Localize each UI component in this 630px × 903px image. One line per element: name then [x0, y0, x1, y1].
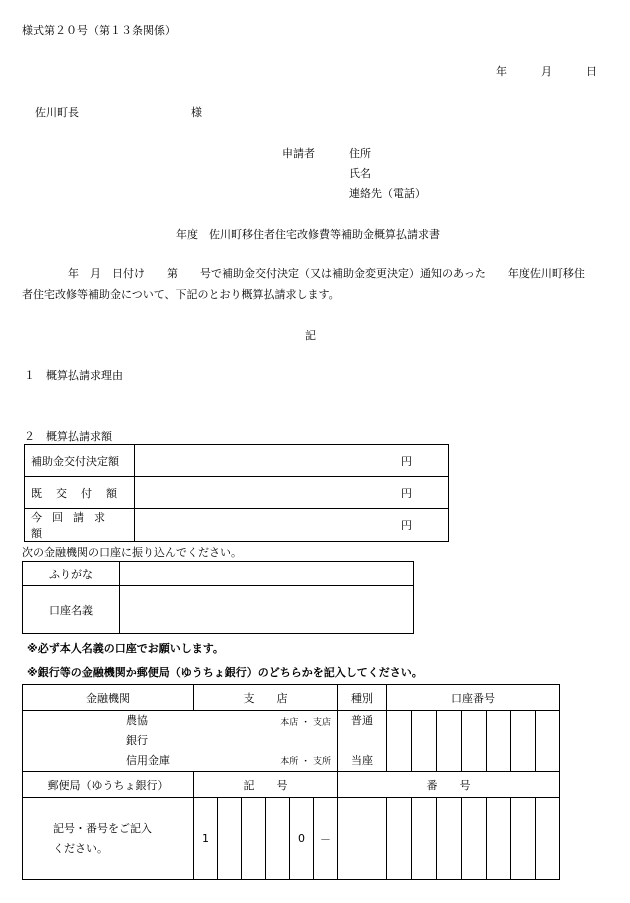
- institution-type-shinkin: 信用金庫: [126, 754, 170, 767]
- account-type-cell[interactable]: [338, 711, 387, 772]
- account-type-current: 当座: [351, 754, 373, 767]
- account-holder-field[interactable]: [120, 586, 414, 634]
- current-request-unit: 円: [135, 509, 449, 542]
- addressee-honorific: 様: [191, 106, 202, 119]
- account-digit-cell[interactable]: [412, 711, 437, 772]
- type-header: 種別: [338, 685, 387, 711]
- post-symbol-digit-fixed: 0: [290, 798, 314, 880]
- post-instruction-line1: 記号・番号をご記入: [53, 821, 152, 835]
- date-year-label: 年: [496, 65, 507, 78]
- post-number-digit[interactable]: [511, 798, 536, 880]
- institution-type-cell: [23, 711, 194, 772]
- date-month-label: 月: [541, 65, 552, 78]
- table-row: [25, 477, 449, 509]
- post-symbol-header: 記 号: [194, 772, 338, 798]
- post-symbol-digit[interactable]: [242, 798, 266, 880]
- branch-main2-options: 本所 ・ 支所: [280, 757, 331, 767]
- table-row: [23, 798, 560, 880]
- already-paid-unit: 円: [135, 477, 449, 509]
- account-number-header: 口座番号: [387, 685, 560, 711]
- current-request-label: 今回請求額: [25, 509, 135, 542]
- applicant-address-label: 住所: [349, 147, 371, 160]
- post-symbol-dash: －: [314, 798, 338, 880]
- account-type-ordinary: 普通: [351, 714, 373, 727]
- table-row: [23, 685, 560, 711]
- post-number-digit[interactable]: [338, 798, 387, 880]
- post-number-digit[interactable]: [462, 798, 487, 880]
- bank-post-table: [22, 684, 560, 880]
- post-instruction-cell: [23, 798, 194, 880]
- decision-amount-label: 補助金交付決定額: [25, 445, 135, 477]
- section2-label: ２ 概算払請求額: [24, 430, 112, 443]
- account-digit-cell[interactable]: [487, 711, 511, 772]
- furigana-label: ふりがな: [23, 562, 120, 586]
- addressee-name: 佐川町長: [35, 106, 79, 119]
- branch-header: 支 店: [194, 685, 338, 711]
- branch-cell[interactable]: [194, 711, 338, 772]
- account-digit-cell[interactable]: [387, 711, 412, 772]
- applicant-label: 申請者: [282, 147, 315, 160]
- institution-header: 金融機関: [23, 685, 194, 711]
- post-office-label: 郵便局（ゆうちょ銀行）: [23, 772, 194, 798]
- institution-type-agri: 農協: [126, 714, 148, 727]
- post-number-digit[interactable]: [412, 798, 437, 880]
- already-paid-label: 既交付額: [25, 477, 135, 509]
- post-number-digit[interactable]: [387, 798, 412, 880]
- table-row: [23, 586, 414, 634]
- post-number-digit[interactable]: [487, 798, 511, 880]
- post-instruction-line2: ください。: [53, 841, 108, 855]
- account-holder-table: [22, 561, 414, 634]
- body-line-2: 者住宅改修等補助金について、下記のとおり概算払請求します。: [22, 288, 340, 301]
- section1-label: １ 概算払請求理由: [24, 369, 123, 382]
- post-symbol-digit[interactable]: [218, 798, 242, 880]
- account-digit-cell[interactable]: [511, 711, 536, 772]
- body-line-1: 年 月 日付け 第 号で補助金交付決定（又は補助金変更決定）通知のあった 年度佐川町移住: [68, 267, 585, 280]
- transfer-note: 次の金融機関の口座に振り込んでください。: [22, 546, 242, 559]
- account-digit-cell[interactable]: [536, 711, 560, 772]
- post-number-digit[interactable]: [437, 798, 462, 880]
- account-digit-cell[interactable]: [437, 711, 462, 772]
- account-holder-label: 口座名義: [23, 586, 120, 634]
- applicant-name-label: 氏名: [349, 167, 371, 180]
- table-row: [23, 772, 560, 798]
- post-number-header: 番 号: [338, 772, 560, 798]
- furigana-field[interactable]: [120, 562, 414, 586]
- applicant-contact-label: 連絡先（電話）: [349, 187, 426, 200]
- institution-type-bank: 銀行: [126, 734, 148, 747]
- account-digit-cell[interactable]: [462, 711, 487, 772]
- note-own-name: ※必ず本人名義の口座でお願いします。: [27, 642, 224, 655]
- table-row: [25, 509, 449, 542]
- post-symbol-digit[interactable]: [266, 798, 290, 880]
- table-row: [25, 445, 449, 477]
- date-day-label: 日: [586, 65, 597, 78]
- note-bank-or-post: ※銀行等の金融機関か郵便局（ゆうちょ銀行）のどちらかを記入してください。: [27, 666, 423, 679]
- table-row: [23, 711, 560, 772]
- decision-amount-unit: 円: [135, 445, 449, 477]
- post-number-digit[interactable]: [536, 798, 560, 880]
- form-number: 様式第２０号（第１３条関係）: [22, 24, 176, 37]
- ki-heading: 記: [305, 329, 316, 342]
- document-title: 年度 佐川町移住者住宅改修費等補助金概算払請求書: [176, 228, 440, 241]
- table-row: [23, 562, 414, 586]
- request-amount-table: [24, 444, 449, 542]
- branch-main-options: 本店 ・ 支店: [280, 718, 331, 728]
- post-symbol-digit-1: 1: [194, 798, 218, 880]
